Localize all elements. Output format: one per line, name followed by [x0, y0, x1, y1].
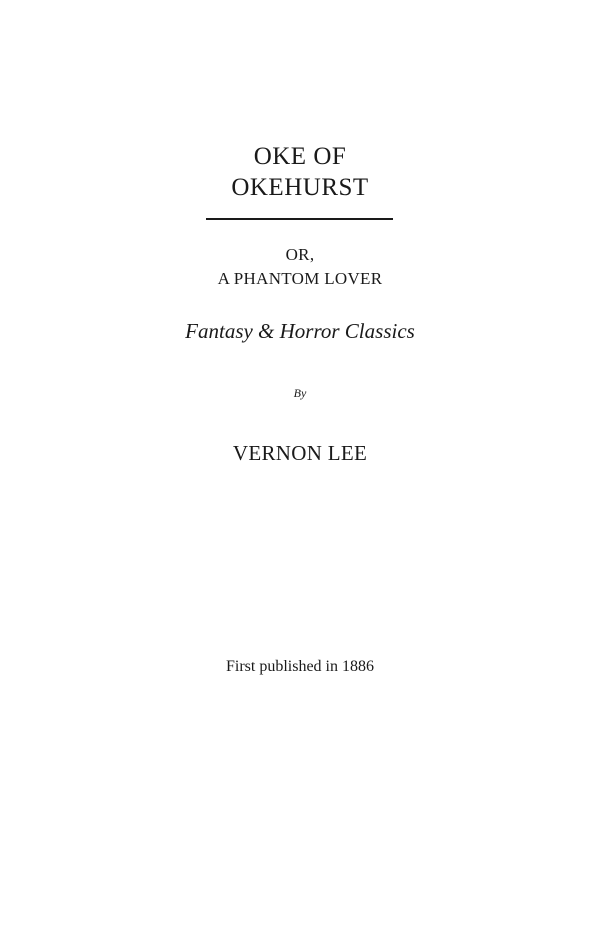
publication-note: First published in 1886 [225, 658, 374, 675]
book-subtitle-line-1: OR, [285, 245, 315, 264]
title-divider [206, 218, 393, 220]
book-title-line-2: OKEHURST [231, 174, 369, 201]
book-title [0, 141, 600, 203]
author-name: VERNON LEE [232, 441, 368, 465]
book-subtitle [0, 243, 600, 291]
series-name: Fantasy & Horror Classics [185, 319, 415, 343]
book-subtitle-line-2: A PHANTOM LOVER [217, 269, 383, 288]
by-label: By [293, 386, 307, 400]
book-title-line-1: OKE OF [253, 143, 347, 170]
